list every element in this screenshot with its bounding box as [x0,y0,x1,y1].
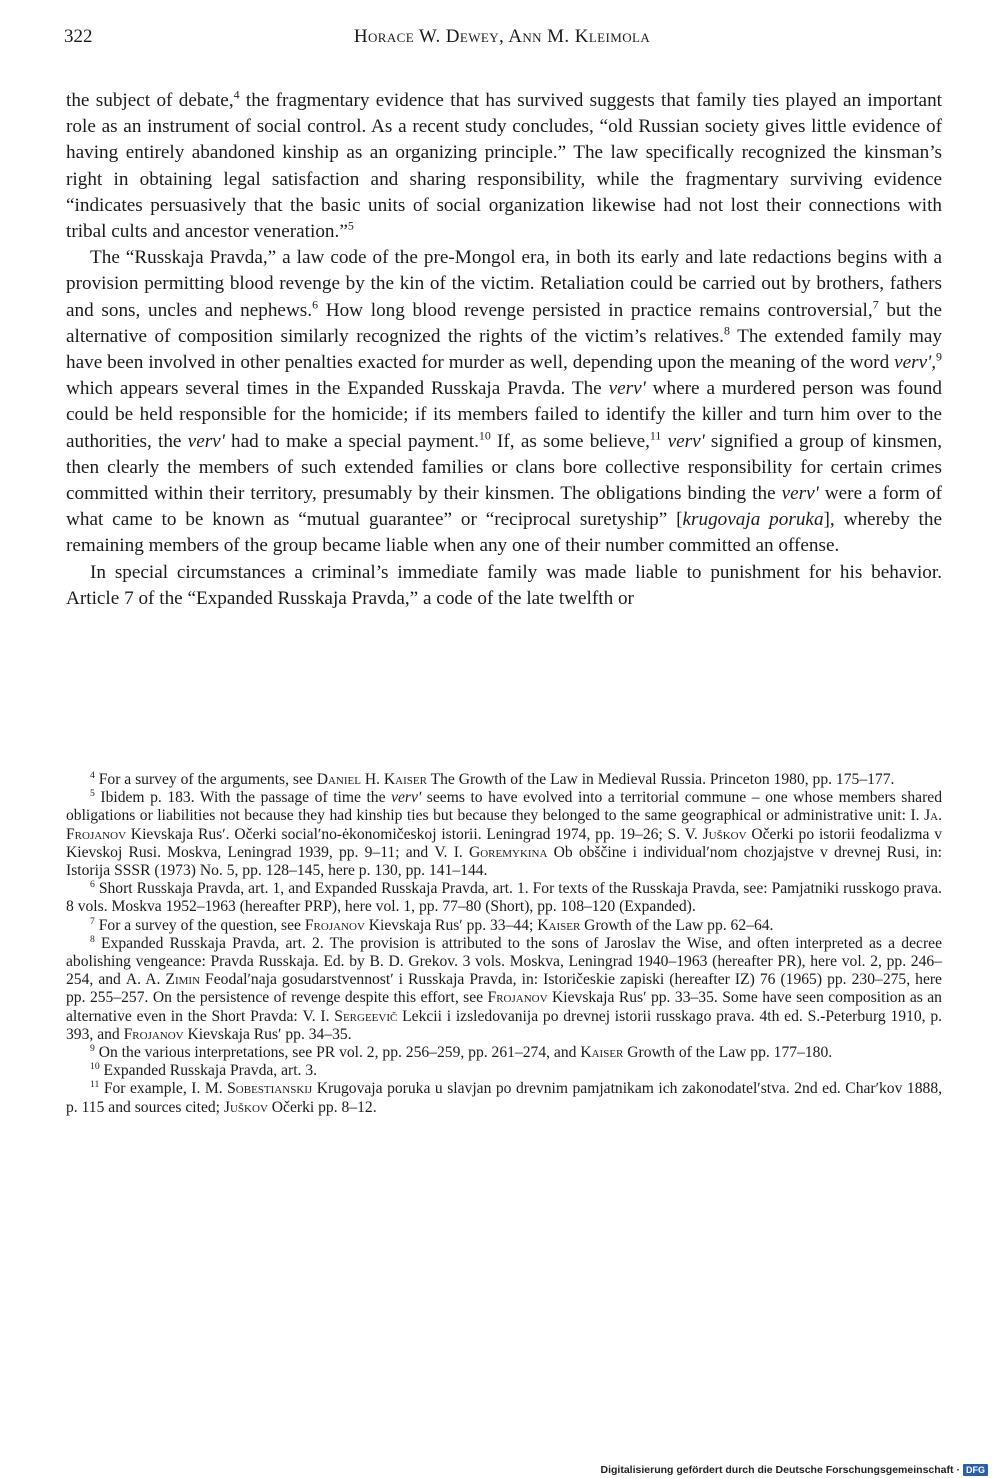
footnote-7 [66,917,942,935]
footnote-9 [66,1044,942,1062]
footnote-ref-11: 11 [649,428,662,443]
footnote-text: Kievskaja Rusʹ pp. 33–44; [364,916,538,934]
footnote-text: Kievskaja Rusʹ. Očerki socialʹno-ėkonomičeskoj istorii. Leningrad 1974, pp. 19–26; [126,825,668,843]
author-name: Kaiser [537,916,581,934]
paragraph-1 [66,88,942,245]
footnote-text: Ob obščine i individualʹnom chozjajstve v drevnej Rusi, in: Istorija SSSR (1973) No. 5, pp. 128–145, here p. 130, pp. 141–144. [66,843,942,880]
footnote-text: seems to have evolved into a territorial commune – one whose members shared obligations or liabilities not because they had kinship ties but because they belonged to the same geographical or administrative unit: [66,789,942,825]
digitization-notice-text: Digitalisierung gefördert durch die Deutsche Forschungsgemeinschaft [600,1464,954,1476]
author-name: Daniel H. Kaiser [316,771,427,788]
footnote-text: For a survey of the arguments, see [94,771,317,788]
digitization-notice-separator: · [956,1464,960,1476]
author-name: Frojanov [123,1025,184,1043]
footnote-text: Očerki pp. 8–12. [267,1098,377,1116]
footnote-5 [66,789,942,880]
author-name: V. I. Goremykina [434,843,548,861]
footnote-text: Kievskaja Rusʹ pp. 34–35. [183,1025,352,1043]
author-name: Kaiser [580,1044,624,1062]
footnote-number: 7 [90,915,95,927]
footnote-11 [66,1080,942,1116]
footnote-8 [66,935,942,1044]
author-name: I. M. Sobestianskij [191,1080,313,1098]
footnote-10 [66,1062,942,1080]
footnote-text: Lekcii i izsledovanija po drevnej istorii russkago prava. 4th ed. S.-Peterburg 1910, p. 393, and [66,1007,943,1043]
author-name: V. I. Sergeevič [302,1007,398,1025]
page-header [62,26,942,56]
footnote-text: On the various interpretations, see PR vol. 2, pp. 256–259, pp. 261–274, and [94,1044,581,1062]
footnote-number: 6 [90,879,95,891]
footnote-ref-5: 5 [347,218,354,233]
p2-text-e: which appears several times in the Expanded Russkaja Pravda. The [66,378,609,400]
p2-text-a: The “Russkaja Pravda,” a law code of the pre-Mongol era, in both its early and late redactions begins with a provision permitting blood revenge by the kin of the victim. Retaliation could be carried out by brothers, fathers and sons, uncles and nephews. [66,247,942,321]
footnote-4 [66,771,942,789]
p2-text-g: had to make a special payment. [224,430,479,452]
term-krugovaja-poruka: krugovaja poruka [682,509,824,531]
paragraph-2 [66,245,942,559]
footnote-text: Ibidem p. 183. With the passage of time the [94,789,392,807]
author-name: Juškov [223,1098,268,1116]
footnote-text: Expanded Russkaja Pravda, art. 3. [99,1062,318,1080]
running-head: Horace W. Dewey, Ann M. Kleimola [353,26,651,47]
p1-text-a: the subject of debate, [66,90,234,111]
footnote-6 [66,880,942,916]
term-verv: vervʹ [187,430,225,452]
p2-text-j: signified a group of kinsmen, then clearly the members of such extended families or clans bore collective responsibility for certain crimes committed within their territory, presumably by their kinsmen. The obligations binding the [66,430,943,505]
author-name: I. Ja. Frojanov [66,807,942,843]
p1-text-b: the fragmentary evidence that has survived suggests that family ties played an important role as an instrument of social control. As a recent study concludes, “old Russian society gives little evidence of having entirely abandoned kinship as an organizing principle.” The law specifically recognized the kinsman’s right in obtaining legal satisfaction and sharing responsibility, while the fragmentary surviving evidence “indicates persuasively that the basic units of social organization likewise had not lost their connections with tribal cults and ancestor veneration.” [66,90,942,243]
footnote-text: For a survey of the question, see [94,916,305,934]
footnote-text: Očerki po istorii feodalizma v Kievskoj Rusi. Moskva, Leningrad 1939, pp. 9–11; and [66,825,942,861]
footnote-text: Kievskaja Rusʹ pp. 33–35. Some have seen composition as an alternative even in the Short Pravda: [66,989,942,1025]
footnote-number: 5 [90,788,95,800]
p2-text-k: were a form of what came to be known as “mutual guarantee” or “reciprocal suretyship” [ [66,483,942,531]
p2-text-f: where a murdered person was found could be held responsible for the homicide; if its members failed to identify the killer and turn him over to the authorities, the [66,378,942,452]
p2-text-d: The extended family may have been involved in other penalties exacted for murder as well, depending upon the meaning of the word [66,325,942,374]
term-verv: vervʹ [391,789,422,807]
page-number: 322 [64,26,93,47]
footnote-text: Growth of the Law pp. 177–180. [623,1044,833,1062]
footnote-ref-10: 10 [478,428,491,443]
footnote-number: 10 [90,1061,100,1073]
term-verv: vervʹ [667,430,705,452]
footnote-number: 9 [90,1042,95,1054]
term-verv: vervʹ [781,483,819,505]
author-name: A. A. Zimin [125,971,201,989]
main-text [66,88,942,612]
author-name: Frojanov [487,989,548,1007]
footnote-ref-4: 4 [233,87,240,102]
footnote-ref-7: 7 [872,297,879,312]
footnote-ref-6: 6 [312,297,319,312]
dfg-logo: DFG [963,1464,988,1476]
footnote-text: For example, [99,1080,192,1098]
p2-text-c: but the alternative of composition similarly recognized the rights of the victim’s relatives. [66,299,942,347]
author-name: S. V. Juškov [667,825,747,843]
footnote-text: Expanded Russkaja Pravda, art. 2. The provision is attributed to the sons of Jaroslav the Wise, and often interpreted as a decree abolishing vengeance: Pravda Russkaja. Ed. by B. D. Grekov. 3 vols. Moskva, Leningrad 1940–1963 (hereafter PR), here vol. 2, pp. 246–254, and [66,934,942,989]
footnote-number: 4 [90,769,95,781]
term-verv: vervʹ [608,378,646,400]
term-verv: vervʹ, [894,352,937,374]
footnote-text: Growth of the Law pp. 62–64. [580,916,774,934]
p2-text-b: How long blood revenge persisted in practice remains controversial, [318,299,873,321]
footnote-text: Feodalʹnaja gosudarstvennostʹ i Russkaja Pravda, in: Istoričeskie zapiski (hereafter IZ) 76 (1965) pp. 230–275, here pp. 255–257. On the persistence of revenge despite this effort, see [66,971,942,1007]
p2-text-h: If, as some believe, [490,430,650,452]
footnote-text: The Growth of the Law in Medieval Russia. Princeton 1980, pp. 175–177. [426,771,895,788]
footnote-ref-8: 8 [723,323,730,338]
footnotes [66,771,942,1117]
footnote-text: Krugovaja poruka u slavjan po drevnim pamjatnikam ich zakonodatelʹstva. 2nd ed. Charʹkov 1888, p. 115 and sources cited; [66,1080,943,1116]
digitization-notice [601,1464,988,1476]
footnote-number: 8 [90,933,95,945]
author-name: Frojanov [304,916,365,934]
paragraph-3: In special circumstances a criminal’s immediate family was made liable to punishment for his behavior. Article 7 of the “Expanded Russkaja Pravda,” a code of the late twelfth or [66,561,942,609]
footnote-text: Short Russkaja Pravda, art. 1, and Expanded Russkaja Pravda, art. 1. For texts of the Russkaja Pravda, see: Pamjatniki russkogo prava. 8 vols. Moskva 1952–1963 (hereafter PRP), here vol. 1, pp. 77–80 (Short), pp. 108–120 (Expanded). [66,880,942,916]
footnote-number: 11 [90,1079,100,1091]
footnote-ref-9: 9 [936,349,942,364]
p2-text-l: ], whereby the remaining members of the group became liable when any one of their number committed an offense. [66,509,942,557]
